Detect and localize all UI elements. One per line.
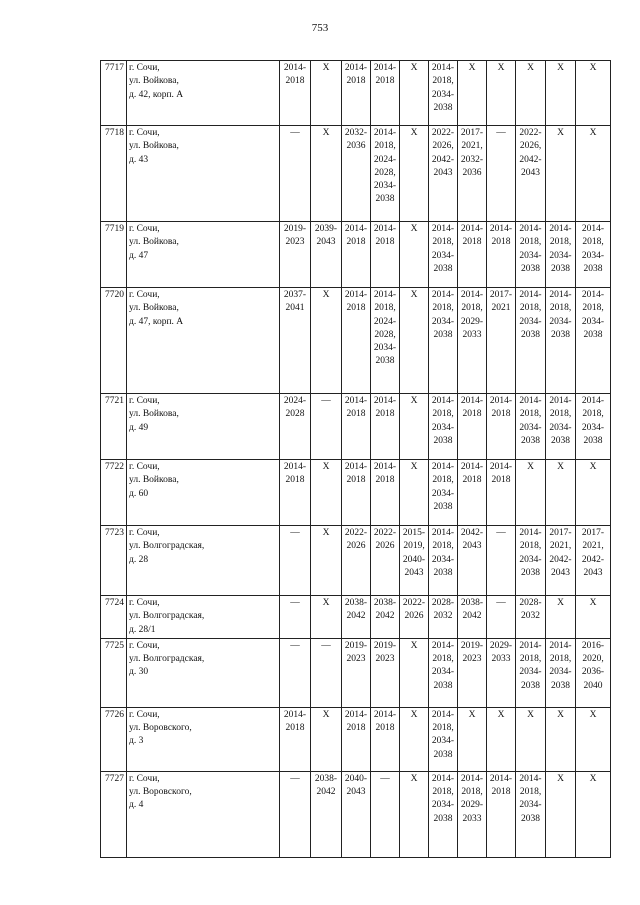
period-cell: X [311, 288, 342, 394]
period-cell: X [400, 61, 429, 126]
period-cell: X [576, 596, 611, 639]
address-cell [127, 61, 280, 126]
address-line: д. 60 [129, 488, 149, 499]
address-cell [127, 526, 280, 596]
address-line: г. Сочи, [129, 709, 160, 720]
period-cell: X [311, 460, 342, 526]
table-row [101, 638, 611, 707]
period-cell: 2022- 2026 [400, 596, 429, 639]
row-number: 7720 [101, 288, 127, 394]
period-cell: 2014- 2018, 2034- 2038 [516, 526, 546, 596]
address-line: г. Сочи, [129, 598, 160, 608]
address-line: ул. Волгоградская, [129, 654, 205, 665]
row-number: 7719 [101, 222, 127, 288]
period-cell: 2038- 2042 [311, 771, 342, 857]
period-cell: X [400, 126, 429, 222]
table-row [101, 707, 611, 771]
address-line: ул. Войкова, [129, 237, 179, 248]
period-cell: — [280, 638, 311, 707]
address-line: ул. Войкова, [129, 141, 179, 152]
period-cell: 2014- 2018 [371, 222, 400, 288]
period-cell: 2014- 2018 [371, 61, 400, 126]
address-cell [127, 460, 280, 526]
period-cell: 2017- 2021 [487, 288, 516, 394]
period-cell: 2040- 2043 [342, 771, 371, 857]
period-cell: X [311, 61, 342, 126]
period-cell: 2014- 2018 [342, 288, 371, 394]
period-cell: X [311, 707, 342, 771]
page-number: 753 [311, 22, 329, 34]
row-number: 7723 [101, 526, 127, 596]
period-cell: 2014- 2018, 2029- 2033 [458, 288, 487, 394]
address-line: г. Сочи, [129, 224, 160, 234]
period-cell: X [576, 61, 611, 126]
address-line: г. Сочи, [129, 773, 160, 784]
period-cell: 2014- 2018, 2034- 2038 [576, 394, 611, 460]
registry-table [100, 60, 611, 858]
address-cell [127, 707, 280, 771]
address-line: д. 4 [129, 800, 144, 811]
period-cell: 2014- 2018, 2029- 2033 [458, 771, 487, 857]
period-cell: — [280, 596, 311, 639]
table-row [101, 596, 611, 639]
period-cell: X [487, 707, 516, 771]
period-cell: 2019- 2023 [342, 638, 371, 707]
row-number: 7726 [101, 707, 127, 771]
period-cell: X [546, 707, 576, 771]
address-line: г. Сочи, [129, 63, 160, 73]
address-line: ул. Войкова, [129, 303, 179, 314]
period-cell: 2029- 2033 [487, 638, 516, 707]
period-cell: 2022- 2026 [342, 526, 371, 596]
row-number: 7722 [101, 460, 127, 526]
period-cell: — [487, 596, 516, 639]
period-cell: 2014- 2018, 2034- 2038 [429, 707, 458, 771]
period-cell: 2014- 2018 [458, 460, 487, 526]
period-cell: X [516, 460, 546, 526]
period-cell: 2014- 2018 [371, 707, 400, 771]
address-line: ул. Войкова, [129, 409, 179, 420]
address-line: ул. Волгоградская, [129, 611, 205, 622]
period-cell: 2014- 2018 [280, 707, 311, 771]
period-cell: 2014- 2018 [487, 460, 516, 526]
address-line: д. 42, корп. А [129, 89, 184, 100]
period-cell: 2039- 2043 [311, 222, 342, 288]
period-cell: 2014- 2018, 2034- 2038 [429, 771, 458, 857]
address-line: г. Сочи, [129, 640, 160, 651]
address-line: г. Сочи, [129, 462, 160, 472]
address-line: д. 47 [129, 250, 149, 261]
period-cell: 2014- 2018 [458, 394, 487, 460]
period-cell: X [576, 707, 611, 771]
period-cell: 2014- 2018, 2034- 2038 [546, 394, 576, 460]
address-line: ул. Войкова, [129, 76, 179, 87]
period-cell: 2014- 2018, 2034- 2038 [429, 61, 458, 126]
period-cell: 2014- 2018, 2034- 2038 [516, 771, 546, 857]
period-cell: 2014- 2018 [371, 460, 400, 526]
period-cell: 2014- 2018 [280, 61, 311, 126]
period-cell: 2017- 2021, 2042- 2043 [546, 526, 576, 596]
period-cell: X [458, 707, 487, 771]
period-cell: — [280, 771, 311, 857]
address-line: г. Сочи, [129, 290, 160, 300]
table-row [101, 460, 611, 526]
period-cell: 2014- 2018 [487, 222, 516, 288]
period-cell: 2019- 2023 [458, 638, 487, 707]
address-line: д. 30 [129, 667, 149, 678]
address-line: д. 28/1 [129, 624, 156, 635]
period-cell: 2022- 2026, 2042- 2043 [429, 126, 458, 222]
address-line: д. 28 [129, 554, 149, 565]
period-cell: 2019- 2023 [371, 638, 400, 707]
table-row [101, 394, 611, 460]
period-cell: 2014- 2018, 2024- 2028, 2034- 2038 [371, 288, 400, 394]
row-number: 7727 [101, 771, 127, 857]
table-row [101, 771, 611, 857]
period-cell: 2037- 2041 [280, 288, 311, 394]
period-cell: 2038- 2042 [458, 596, 487, 639]
table-row [101, 222, 611, 288]
period-cell: X [546, 460, 576, 526]
period-cell: 2038- 2042 [342, 596, 371, 639]
period-cell: X [311, 596, 342, 639]
period-cell: 2014- 2018, 2034- 2038 [546, 638, 576, 707]
address-line: ул. Войкова, [129, 475, 179, 486]
period-cell: 2014- 2018, 2034- 2038 [429, 222, 458, 288]
period-cell: X [311, 126, 342, 222]
period-cell: X [400, 288, 429, 394]
period-cell: 2014- 2018, 2034- 2038 [576, 288, 611, 394]
period-cell: X [546, 771, 576, 857]
period-cell: 2014- 2018 [487, 771, 516, 857]
address-line: д. 49 [129, 422, 149, 433]
address-line: ул. Воровского, [129, 787, 192, 798]
period-cell: X [400, 771, 429, 857]
period-cell: — [487, 526, 516, 596]
address-cell [127, 126, 280, 222]
period-cell: 2014- 2018 [487, 394, 516, 460]
period-cell: X [487, 61, 516, 126]
period-cell: 2017- 2021, 2042- 2043 [576, 526, 611, 596]
row-number: 7721 [101, 394, 127, 460]
address-line: ул. Волгоградская, [129, 541, 205, 552]
period-cell: 2014- 2018, 2034- 2038 [576, 222, 611, 288]
address-cell [127, 394, 280, 460]
table-row [101, 526, 611, 596]
address-cell [127, 771, 280, 857]
address-line: д. 3 [129, 736, 144, 747]
period-cell: X [400, 460, 429, 526]
period-cell: X [400, 638, 429, 707]
period-cell: 2042- 2043 [458, 526, 487, 596]
period-cell: 2014- 2018, 2034- 2038 [516, 222, 546, 288]
period-cell: 2028- 2032 [516, 596, 546, 639]
period-cell: 2016- 2020, 2036- 2040 [576, 638, 611, 707]
address-line: г. Сочи, [129, 128, 160, 138]
period-cell: X [546, 596, 576, 639]
period-cell: 2014- 2018, 2034- 2038 [429, 526, 458, 596]
address-cell [127, 222, 280, 288]
period-cell: X [576, 771, 611, 857]
period-cell: 2014- 2018 [342, 707, 371, 771]
period-cell: — [311, 638, 342, 707]
period-cell: 2014- 2018, 2034- 2038 [516, 288, 546, 394]
period-cell: X [400, 222, 429, 288]
period-cell: X [400, 707, 429, 771]
period-cell: 2022- 2026, 2042- 2043 [516, 126, 546, 222]
period-cell: 2028- 2032 [429, 596, 458, 639]
period-cell: 2014- 2018, 2034- 2038 [429, 288, 458, 394]
period-cell: 2014- 2018, 2024- 2028, 2034- 2038 [371, 126, 400, 222]
table-row [101, 288, 611, 394]
address-cell [127, 596, 280, 639]
period-cell: 2014- 2018 [458, 222, 487, 288]
period-cell: — [487, 126, 516, 222]
period-cell: 2014- 2018 [342, 222, 371, 288]
address-line: г. Сочи, [129, 396, 160, 406]
period-cell: X [311, 526, 342, 596]
period-cell: 2015- 2019, 2040- 2043 [400, 526, 429, 596]
period-cell: X [400, 394, 429, 460]
period-cell: X [516, 707, 546, 771]
row-number: 7725 [101, 638, 127, 707]
period-cell: 2014- 2018, 2034- 2038 [546, 222, 576, 288]
period-cell: 2014- 2018, 2034- 2038 [429, 460, 458, 526]
address-line: д. 47, корп. А [129, 316, 184, 327]
period-cell: — [280, 126, 311, 222]
period-cell: X [546, 61, 576, 126]
period-cell: X [458, 61, 487, 126]
period-cell: 2038- 2042 [371, 596, 400, 639]
table-row [101, 126, 611, 222]
row-number: 7718 [101, 126, 127, 222]
table-row [101, 61, 611, 126]
period-cell: — [371, 771, 400, 857]
address-cell [127, 288, 280, 394]
period-cell: 2014- 2018 [342, 460, 371, 526]
address-line: ул. Воровского, [129, 723, 192, 734]
period-cell: 2017- 2021, 2032- 2036 [458, 126, 487, 222]
period-cell: 2022- 2026 [371, 526, 400, 596]
period-cell: 2014- 2018 [342, 394, 371, 460]
period-cell: 2019- 2023 [280, 222, 311, 288]
row-number: 7717 [101, 61, 127, 126]
period-cell: 2014- 2018, 2034- 2038 [516, 638, 546, 707]
period-cell: 2032- 2036 [342, 126, 371, 222]
address-cell [127, 638, 280, 707]
period-cell: 2024- 2028 [280, 394, 311, 460]
period-cell: 2014- 2018 [280, 460, 311, 526]
period-cell: X [516, 61, 546, 126]
address-line: г. Сочи, [129, 528, 160, 538]
address-line: д. 43 [129, 154, 149, 165]
period-cell: X [576, 460, 611, 526]
period-cell: 2014- 2018 [371, 394, 400, 460]
period-cell: 2014- 2018, 2034- 2038 [516, 394, 546, 460]
period-cell: — [280, 526, 311, 596]
period-cell: X [576, 126, 611, 222]
period-cell: 2014- 2018, 2034- 2038 [429, 394, 458, 460]
period-cell: X [546, 126, 576, 222]
row-number: 7724 [101, 596, 127, 639]
period-cell: 2014- 2018, 2034- 2038 [546, 288, 576, 394]
period-cell: 2014- 2018 [342, 61, 371, 126]
period-cell: — [311, 394, 342, 460]
period-cell: 2014- 2018, 2034- 2038 [429, 638, 458, 707]
